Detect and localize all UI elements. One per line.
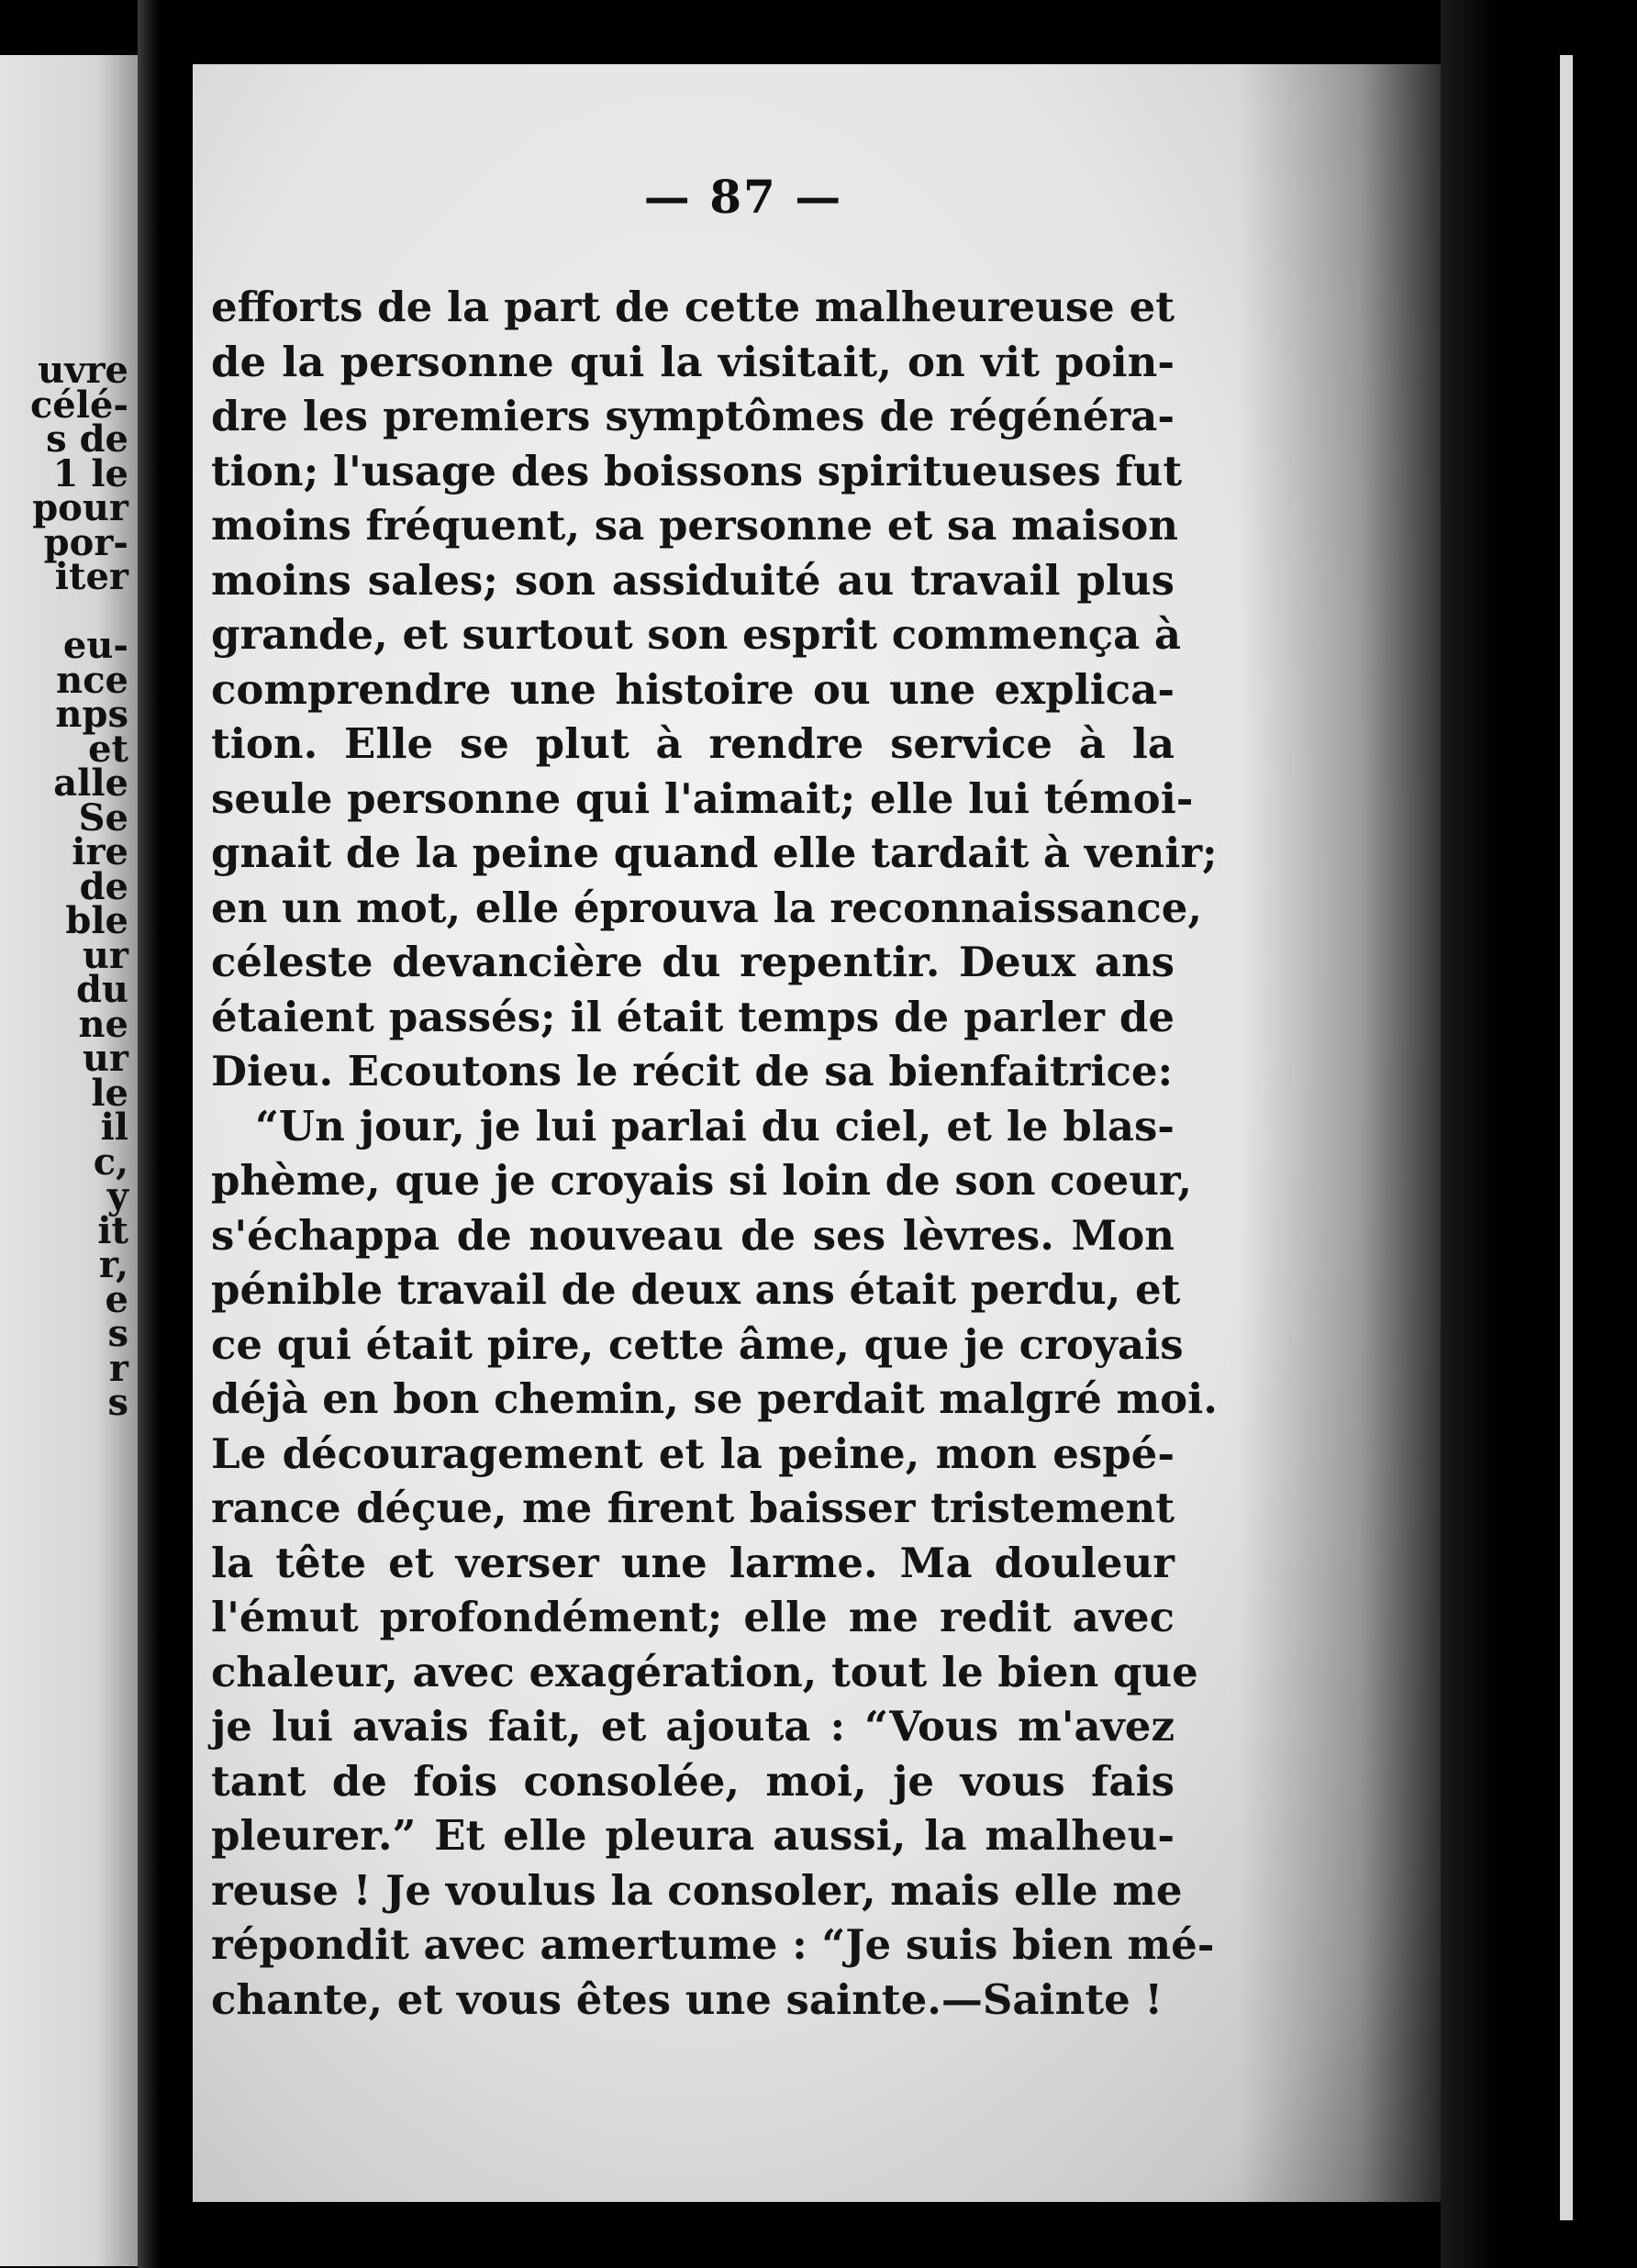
text-line: tion. Elle se plut à rendre service à la [211, 719, 1175, 768]
left-page-line: le [91, 1071, 128, 1115]
left-page-line: célé- [29, 383, 128, 427]
left-page-line: de [79, 864, 128, 908]
book-gutter [138, 0, 193, 2268]
text-line: rance déçue, me firent baisser tristement [211, 1484, 1175, 1532]
left-page-line: c, [93, 1140, 128, 1184]
text-line: s'échappa de nouveau de ses lèvres. Mon [211, 1210, 1175, 1260]
left-page-line: r [108, 1346, 128, 1390]
text-line: dre les premiers symptômes de régénéra- [211, 392, 1175, 440]
left-page-line: ne [78, 1002, 128, 1046]
left-page-line: s de [46, 417, 128, 461]
left-page-line: 1 le [52, 451, 128, 495]
left-page-fragment [0, 55, 138, 2266]
left-page-line: ur [82, 1037, 128, 1080]
text-line: Dieu. Ecoutons le récit de sa bienfaitrice: [211, 1047, 1174, 1095]
text-line: l'émut profondément; elle me redit avec [211, 1593, 1175, 1641]
left-page-line: iter [54, 555, 128, 598]
text-line: chaleur, avec exagération, tout le bien que [211, 1647, 1198, 1696]
text-line: je lui avais fait, et ajouta : “Vous m'avez [211, 1702, 1175, 1751]
left-page-line: ur [82, 933, 128, 977]
text-line: déjà en bon chemin, se perdait malgré moi. [211, 1374, 1218, 1423]
left-page-line: s [107, 1381, 128, 1424]
text-line: efforts de la part de cette malheureuse et [211, 283, 1175, 331]
left-page-line: por- [43, 520, 128, 564]
text-line: moins fréquent, sa personne et sa maison [211, 501, 1179, 550]
left-page-line: il [100, 1106, 128, 1149]
text-line: ce qui était pire, cette âme, que je croyais [211, 1319, 1184, 1369]
text-line: tant de fois consolée, moi, je vous fais [211, 1756, 1175, 1806]
text-line: étaient passés; il était temps de parler de [211, 992, 1175, 1041]
left-page-line: it [97, 1208, 128, 1252]
text-line: répondit avec amertume : “Je suis bien mé- [211, 1920, 1215, 1969]
body-text [211, 280, 1218, 2027]
left-page-line: e [105, 1277, 128, 1321]
left-page-line: pour [32, 486, 128, 529]
left-page-line: du [75, 968, 128, 1011]
page [193, 64, 1441, 2202]
scan-border [1441, 0, 1637, 2268]
left-page-line: nce [56, 658, 128, 702]
left-page-line: alle [53, 762, 128, 805]
text-line: Le découragement et la peine, mon espé- [211, 1429, 1175, 1478]
text-line: comprendre une histoire ou une explica- [211, 664, 1175, 714]
text-line: moins sales; son assiduité au travail plus [211, 555, 1175, 605]
left-page-line: ire [72, 830, 128, 873]
left-page-line: y [106, 1174, 128, 1217]
text-line: “Un jour, je lui parlai du ciel, et le blas- [255, 1101, 1175, 1151]
left-page-line: et [88, 727, 128, 771]
left-page-line: s [107, 1312, 128, 1355]
text-line: reuse ! Je voulus la consoler, mais elle me [211, 1865, 1183, 1915]
text-line: phème, que je croyais si loin de son coeur, [211, 1156, 1193, 1205]
scan-edge-bar [1560, 55, 1573, 2220]
text-line: de la personne qui la visitait, on vit poin- [211, 337, 1175, 386]
text-line: tion; l'usage des boissons spiritueuses fut [211, 446, 1183, 495]
page-number: — 87 — [643, 170, 843, 224]
left-page-line: eu- [62, 624, 128, 667]
left-page-line: nps [55, 693, 128, 736]
text-line: seule personne qui l'aimait; elle lui témoi- [211, 773, 1194, 823]
left-page-line: Se [78, 795, 128, 839]
text-line: pénible travail de deux ans était perdu, et [211, 1265, 1181, 1314]
text-line: céleste devancière du repentir. Deux ans [211, 938, 1175, 986]
page-edge-shadow [1239, 64, 1441, 2202]
text-line: pleurer.” Et elle pleura aussi, la malheu- [211, 1811, 1175, 1860]
text-line: grande, et surtout son esprit commença à [211, 610, 1182, 659]
left-page-line: ble [65, 899, 128, 942]
text-line: gnait de la peine quand elle tardait à venir; [211, 828, 1218, 877]
left-page-line: r, [98, 1243, 128, 1286]
text-line: la tête et verser une larme. Ma douleur [211, 1538, 1175, 1587]
left-page-line: uvre [38, 349, 128, 392]
text-line: chante, et vous êtes une sainte.—Sainte ! [211, 1974, 1164, 2024]
text-line: en un mot, elle éprouva la reconnaissance, [211, 883, 1203, 932]
